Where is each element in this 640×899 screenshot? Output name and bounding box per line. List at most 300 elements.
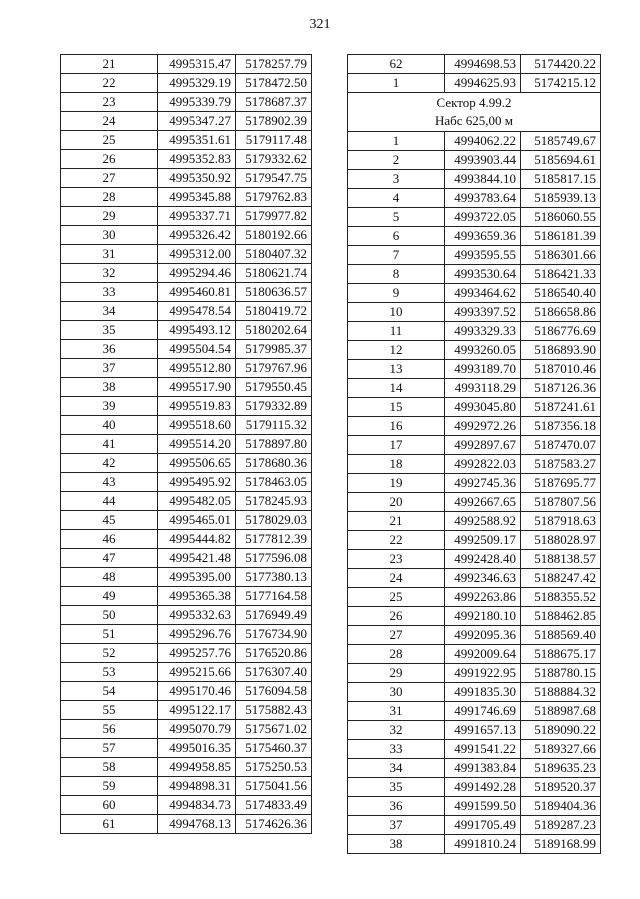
point-number-cell: 15 <box>348 398 445 417</box>
y-coordinate-cell: 5175460.37 <box>236 739 312 758</box>
y-coordinate-cell: 5180192.66 <box>236 226 312 245</box>
table-row <box>348 55 601 74</box>
table-row <box>61 454 312 473</box>
sector-header <box>348 93 601 132</box>
y-coordinate-cell: 5179985.37 <box>236 340 312 359</box>
x-coordinate-cell: 4995070.79 <box>158 720 236 739</box>
x-coordinate-cell: 4991810.24 <box>445 835 521 854</box>
y-coordinate-cell: 5186060.55 <box>521 208 601 227</box>
x-coordinate-cell: 4995519.83 <box>158 397 236 416</box>
coordinates-table-right-top-body <box>348 55 601 93</box>
y-coordinate-cell: 5178029.03 <box>236 511 312 530</box>
table-row <box>348 227 601 246</box>
table-row <box>61 283 312 302</box>
y-coordinate-cell: 5175671.02 <box>236 720 312 739</box>
table-row <box>61 131 312 150</box>
x-coordinate-cell: 4992745.36 <box>445 474 521 493</box>
table-row <box>348 740 601 759</box>
point-number-cell: 59 <box>61 777 158 796</box>
table-row <box>348 664 601 683</box>
point-number-cell: 1 <box>348 74 445 93</box>
table-row <box>348 303 601 322</box>
y-coordinate-cell: 5188569.40 <box>521 626 601 645</box>
point-number-cell: 35 <box>348 778 445 797</box>
y-coordinate-cell: 5186776.69 <box>521 322 601 341</box>
coordinates-table-left-body <box>61 55 312 834</box>
coordinates-table-left <box>60 54 312 834</box>
y-coordinate-cell: 5187807.56 <box>521 493 601 512</box>
table-row <box>61 758 312 777</box>
y-coordinate-cell: 5188138.57 <box>521 550 601 569</box>
point-number-cell: 58 <box>61 758 158 777</box>
y-coordinate-cell: 5186421.33 <box>521 265 601 284</box>
x-coordinate-cell: 4995339.79 <box>158 93 236 112</box>
table-row <box>61 739 312 758</box>
table-row <box>348 512 601 531</box>
table-row <box>348 74 601 93</box>
y-coordinate-cell: 5177380.13 <box>236 568 312 587</box>
x-coordinate-cell: 4992180.10 <box>445 607 521 626</box>
table-row <box>61 321 312 340</box>
x-coordinate-cell: 4993045.80 <box>445 398 521 417</box>
y-coordinate-cell: 5179767.96 <box>236 359 312 378</box>
table-row <box>348 721 601 740</box>
x-coordinate-cell: 4991705.49 <box>445 816 521 835</box>
sector-header-row <box>348 93 601 132</box>
x-coordinate-cell: 4995482.05 <box>158 492 236 511</box>
point-number-cell: 55 <box>61 701 158 720</box>
table-row <box>61 359 312 378</box>
table-row <box>61 188 312 207</box>
y-coordinate-cell: 5187695.77 <box>521 474 601 493</box>
table-row <box>61 720 312 739</box>
table-row <box>348 265 601 284</box>
y-coordinate-cell: 5179332.62 <box>236 150 312 169</box>
table-row <box>348 170 601 189</box>
table-row <box>348 398 601 417</box>
y-coordinate-cell: 5178257.79 <box>236 55 312 74</box>
point-number-cell: 22 <box>61 74 158 93</box>
sector-subtitle: Набс 625,00 м <box>434 113 514 128</box>
coordinates-table-right-body <box>348 132 601 854</box>
point-number-cell: 24 <box>348 569 445 588</box>
point-number-cell: 27 <box>61 169 158 188</box>
table-row <box>61 55 312 74</box>
y-coordinate-cell: 5186540.40 <box>521 284 601 303</box>
table-row <box>61 625 312 644</box>
x-coordinate-cell: 4995421.48 <box>158 549 236 568</box>
point-number-cell: 54 <box>61 682 158 701</box>
point-number-cell: 31 <box>61 245 158 264</box>
x-coordinate-cell: 4995478.54 <box>158 302 236 321</box>
point-number-cell: 8 <box>348 265 445 284</box>
table-row <box>61 549 312 568</box>
y-coordinate-cell: 5178245.93 <box>236 492 312 511</box>
y-coordinate-cell: 5179117.48 <box>236 131 312 150</box>
y-coordinate-cell: 5189327.66 <box>521 740 601 759</box>
y-coordinate-cell: 5186301.66 <box>521 246 601 265</box>
x-coordinate-cell: 4993783.64 <box>445 189 521 208</box>
y-coordinate-cell: 5187010.46 <box>521 360 601 379</box>
point-number-cell: 30 <box>61 226 158 245</box>
y-coordinate-cell: 5179332.89 <box>236 397 312 416</box>
x-coordinate-cell: 4995460.81 <box>158 283 236 302</box>
point-number-cell: 37 <box>348 816 445 835</box>
y-coordinate-cell: 5189404.36 <box>521 797 601 816</box>
point-number-cell: 17 <box>348 436 445 455</box>
point-number-cell: 26 <box>348 607 445 626</box>
x-coordinate-cell: 4995329.19 <box>158 74 236 93</box>
x-coordinate-cell: 4995347.27 <box>158 112 236 131</box>
table-row <box>348 550 601 569</box>
point-number-cell: 31 <box>348 702 445 721</box>
x-coordinate-cell: 4995444.82 <box>158 530 236 549</box>
x-coordinate-cell: 4995296.76 <box>158 625 236 644</box>
table-row <box>61 245 312 264</box>
table-row <box>348 436 601 455</box>
table-row <box>348 379 601 398</box>
table-row <box>61 74 312 93</box>
y-coordinate-cell: 5179550.45 <box>236 378 312 397</box>
x-coordinate-cell: 4995365.38 <box>158 587 236 606</box>
y-coordinate-cell: 5177164.58 <box>236 587 312 606</box>
coordinates-table-right <box>347 54 601 854</box>
x-coordinate-cell: 4993595.55 <box>445 246 521 265</box>
table-row <box>61 378 312 397</box>
x-coordinate-cell: 4992972.26 <box>445 417 521 436</box>
table-row <box>61 435 312 454</box>
y-coordinate-cell: 5189635.23 <box>521 759 601 778</box>
table-row <box>348 189 601 208</box>
point-number-cell: 42 <box>61 454 158 473</box>
x-coordinate-cell: 4995504.54 <box>158 340 236 359</box>
x-coordinate-cell: 4994898.31 <box>158 777 236 796</box>
x-coordinate-cell: 4995518.60 <box>158 416 236 435</box>
y-coordinate-cell: 5176734.90 <box>236 625 312 644</box>
page-number: 321 <box>309 17 331 32</box>
y-coordinate-cell: 5188247.42 <box>521 569 601 588</box>
x-coordinate-cell: 4995294.46 <box>158 264 236 283</box>
point-number-cell: 21 <box>348 512 445 531</box>
table-row <box>348 607 601 626</box>
x-coordinate-cell: 4992428.40 <box>445 550 521 569</box>
table-row <box>61 682 312 701</box>
table-row <box>348 132 601 151</box>
y-coordinate-cell: 5174833.49 <box>236 796 312 815</box>
x-coordinate-cell: 4992095.36 <box>445 626 521 645</box>
x-coordinate-cell: 4995337.71 <box>158 207 236 226</box>
point-number-cell: 36 <box>348 797 445 816</box>
table-row <box>348 360 601 379</box>
y-coordinate-cell: 5175250.53 <box>236 758 312 777</box>
x-coordinate-cell: 4992897.67 <box>445 436 521 455</box>
x-coordinate-cell: 4995350.92 <box>158 169 236 188</box>
y-coordinate-cell: 5178902.39 <box>236 112 312 131</box>
x-coordinate-cell: 4994958.85 <box>158 758 236 777</box>
x-coordinate-cell: 4995352.83 <box>158 150 236 169</box>
point-number-cell: 28 <box>61 188 158 207</box>
x-coordinate-cell: 4991746.69 <box>445 702 521 721</box>
table-row <box>61 777 312 796</box>
y-coordinate-cell: 5178463.05 <box>236 473 312 492</box>
x-coordinate-cell: 4995215.66 <box>158 663 236 682</box>
x-coordinate-cell: 4995395.00 <box>158 568 236 587</box>
point-number-cell: 24 <box>61 112 158 131</box>
table-row <box>61 568 312 587</box>
table-row <box>348 474 601 493</box>
y-coordinate-cell: 5188355.52 <box>521 588 601 607</box>
point-number-cell: 11 <box>348 322 445 341</box>
table-row <box>348 645 601 664</box>
table-row <box>61 416 312 435</box>
table-row <box>61 264 312 283</box>
table-row <box>61 226 312 245</box>
table-row <box>348 588 601 607</box>
x-coordinate-cell: 4992822.03 <box>445 455 521 474</box>
point-number-cell: 34 <box>348 759 445 778</box>
point-number-cell: 32 <box>348 721 445 740</box>
x-coordinate-cell: 4992346.63 <box>445 569 521 588</box>
x-coordinate-cell: 4995345.88 <box>158 188 236 207</box>
point-number-cell: 48 <box>61 568 158 587</box>
x-coordinate-cell: 4991541.22 <box>445 740 521 759</box>
point-number-cell: 4 <box>348 189 445 208</box>
y-coordinate-cell: 5189090.22 <box>521 721 601 740</box>
table-row <box>61 93 312 112</box>
table-row <box>61 587 312 606</box>
table-row <box>61 473 312 492</box>
table-row <box>61 815 312 834</box>
table-row <box>61 207 312 226</box>
point-number-cell: 7 <box>348 246 445 265</box>
point-number-cell: 37 <box>61 359 158 378</box>
x-coordinate-cell: 4991657.13 <box>445 721 521 740</box>
point-number-cell: 33 <box>348 740 445 759</box>
table-row <box>348 702 601 721</box>
point-number-cell: 20 <box>348 493 445 512</box>
x-coordinate-cell: 4991835.30 <box>445 683 521 702</box>
x-coordinate-cell: 4995315.47 <box>158 55 236 74</box>
table-row <box>348 683 601 702</box>
x-coordinate-cell: 4993530.64 <box>445 265 521 284</box>
y-coordinate-cell: 5180419.72 <box>236 302 312 321</box>
table-row <box>348 246 601 265</box>
point-number-cell: 6 <box>348 227 445 246</box>
point-number-cell: 30 <box>348 683 445 702</box>
y-coordinate-cell: 5178897.80 <box>236 435 312 454</box>
sector-title: Сектор 4.99.2 <box>436 95 512 110</box>
x-coordinate-cell: 4992509.17 <box>445 531 521 550</box>
x-coordinate-cell: 4991922.95 <box>445 664 521 683</box>
table-row <box>348 797 601 816</box>
point-number-cell: 39 <box>61 397 158 416</box>
table-row <box>348 626 601 645</box>
point-number-cell: 28 <box>348 645 445 664</box>
table-row <box>348 759 601 778</box>
x-coordinate-cell: 4992263.86 <box>445 588 521 607</box>
point-number-cell: 53 <box>61 663 158 682</box>
x-coordinate-cell: 4993260.05 <box>445 341 521 360</box>
point-number-cell: 43 <box>61 473 158 492</box>
y-coordinate-cell: 5179762.83 <box>236 188 312 207</box>
y-coordinate-cell: 5174420.22 <box>521 55 601 74</box>
x-coordinate-cell: 4992588.92 <box>445 512 521 531</box>
point-number-cell: 2 <box>348 151 445 170</box>
y-coordinate-cell: 5187583.27 <box>521 455 601 474</box>
x-coordinate-cell: 4992667.65 <box>445 493 521 512</box>
table-row <box>61 796 312 815</box>
x-coordinate-cell: 4995016.35 <box>158 739 236 758</box>
point-number-cell: 57 <box>61 739 158 758</box>
y-coordinate-cell: 5189287.23 <box>521 816 601 835</box>
y-coordinate-cell: 5180407.32 <box>236 245 312 264</box>
y-coordinate-cell: 5179547.75 <box>236 169 312 188</box>
table-row <box>61 150 312 169</box>
x-coordinate-cell: 4993903.44 <box>445 151 521 170</box>
x-coordinate-cell: 4995495.92 <box>158 473 236 492</box>
x-coordinate-cell: 4994834.73 <box>158 796 236 815</box>
table-row <box>348 569 601 588</box>
point-number-cell: 34 <box>61 302 158 321</box>
point-number-cell: 41 <box>61 435 158 454</box>
x-coordinate-cell: 4993189.70 <box>445 360 521 379</box>
table-row <box>348 151 601 170</box>
x-coordinate-cell: 4995257.76 <box>158 644 236 663</box>
y-coordinate-cell: 5176949.49 <box>236 606 312 625</box>
x-coordinate-cell: 4995465.01 <box>158 511 236 530</box>
y-coordinate-cell: 5179115.32 <box>236 416 312 435</box>
point-number-cell: 62 <box>348 55 445 74</box>
y-coordinate-cell: 5175882.43 <box>236 701 312 720</box>
point-number-cell: 35 <box>61 321 158 340</box>
x-coordinate-cell: 4993118.29 <box>445 379 521 398</box>
table-row <box>61 530 312 549</box>
point-number-cell: 40 <box>61 416 158 435</box>
y-coordinate-cell: 5178687.37 <box>236 93 312 112</box>
y-coordinate-cell: 5180621.74 <box>236 264 312 283</box>
x-coordinate-cell: 4995312.00 <box>158 245 236 264</box>
y-coordinate-cell: 5177812.39 <box>236 530 312 549</box>
point-number-cell: 23 <box>61 93 158 112</box>
point-number-cell: 27 <box>348 626 445 645</box>
table-row <box>348 284 601 303</box>
point-number-cell: 16 <box>348 417 445 436</box>
point-number-cell: 9 <box>348 284 445 303</box>
point-number-cell: 18 <box>348 455 445 474</box>
y-coordinate-cell: 5187470.07 <box>521 436 601 455</box>
point-number-cell: 10 <box>348 303 445 322</box>
point-number-cell: 32 <box>61 264 158 283</box>
y-coordinate-cell: 5180636.57 <box>236 283 312 302</box>
y-coordinate-cell: 5186658.86 <box>521 303 601 322</box>
x-coordinate-cell: 4993397.52 <box>445 303 521 322</box>
point-number-cell: 36 <box>61 340 158 359</box>
y-coordinate-cell: 5185694.61 <box>521 151 601 170</box>
x-coordinate-cell: 4994062.22 <box>445 132 521 151</box>
y-coordinate-cell: 5188987.68 <box>521 702 601 721</box>
y-coordinate-cell: 5176094.58 <box>236 682 312 701</box>
y-coordinate-cell: 5185939.13 <box>521 189 601 208</box>
point-number-cell: 23 <box>348 550 445 569</box>
table-row <box>348 455 601 474</box>
table-row <box>348 493 601 512</box>
x-coordinate-cell: 4995506.65 <box>158 454 236 473</box>
y-coordinate-cell: 5188462.85 <box>521 607 601 626</box>
y-coordinate-cell: 5189168.99 <box>521 835 601 854</box>
x-coordinate-cell: 4991383.84 <box>445 759 521 778</box>
x-coordinate-cell: 4995512.80 <box>158 359 236 378</box>
point-number-cell: 26 <box>61 150 158 169</box>
y-coordinate-cell: 5188675.17 <box>521 645 601 664</box>
table-row <box>348 816 601 835</box>
point-number-cell: 46 <box>61 530 158 549</box>
table-row <box>348 322 601 341</box>
y-coordinate-cell: 5188780.15 <box>521 664 601 683</box>
point-number-cell: 3 <box>348 170 445 189</box>
y-coordinate-cell: 5177596.08 <box>236 549 312 568</box>
table-row <box>348 417 601 436</box>
table-row <box>61 397 312 416</box>
point-number-cell: 60 <box>61 796 158 815</box>
table-row <box>61 492 312 511</box>
y-coordinate-cell: 5188028.97 <box>521 531 601 550</box>
x-coordinate-cell: 4995332.63 <box>158 606 236 625</box>
y-coordinate-cell: 5178680.36 <box>236 454 312 473</box>
point-number-cell: 51 <box>61 625 158 644</box>
point-number-cell: 45 <box>61 511 158 530</box>
y-coordinate-cell: 5185749.67 <box>521 132 601 151</box>
x-coordinate-cell: 4995517.90 <box>158 378 236 397</box>
table-row <box>61 112 312 131</box>
y-coordinate-cell: 5187126.36 <box>521 379 601 398</box>
table-row <box>348 341 601 360</box>
table-row <box>61 644 312 663</box>
x-coordinate-cell: 4993722.05 <box>445 208 521 227</box>
point-number-cell: 47 <box>61 549 158 568</box>
x-coordinate-cell: 4993844.10 <box>445 170 521 189</box>
y-coordinate-cell: 5176520.86 <box>236 644 312 663</box>
x-coordinate-cell: 4991599.50 <box>445 797 521 816</box>
table-row <box>348 531 601 550</box>
x-coordinate-cell: 4991492.28 <box>445 778 521 797</box>
point-number-cell: 44 <box>61 492 158 511</box>
y-coordinate-cell: 5185817.15 <box>521 170 601 189</box>
y-coordinate-cell: 5187918.63 <box>521 512 601 531</box>
y-coordinate-cell: 5176307.40 <box>236 663 312 682</box>
x-coordinate-cell: 4995514.20 <box>158 435 236 454</box>
point-number-cell: 21 <box>61 55 158 74</box>
point-number-cell: 12 <box>348 341 445 360</box>
table-row <box>61 302 312 321</box>
table-row <box>61 340 312 359</box>
point-number-cell: 25 <box>61 131 158 150</box>
point-number-cell: 38 <box>348 835 445 854</box>
x-coordinate-cell: 4992009.64 <box>445 645 521 664</box>
table-row <box>61 511 312 530</box>
x-coordinate-cell: 4994625.93 <box>445 74 521 93</box>
point-number-cell: 50 <box>61 606 158 625</box>
x-coordinate-cell: 4994768.13 <box>158 815 236 834</box>
table-row <box>61 169 312 188</box>
y-coordinate-cell: 5186181.39 <box>521 227 601 246</box>
point-number-cell: 33 <box>61 283 158 302</box>
point-number-cell: 14 <box>348 379 445 398</box>
point-number-cell: 29 <box>348 664 445 683</box>
y-coordinate-cell: 5187356.18 <box>521 417 601 436</box>
point-number-cell: 13 <box>348 360 445 379</box>
point-number-cell: 56 <box>61 720 158 739</box>
x-coordinate-cell: 4995326.42 <box>158 226 236 245</box>
